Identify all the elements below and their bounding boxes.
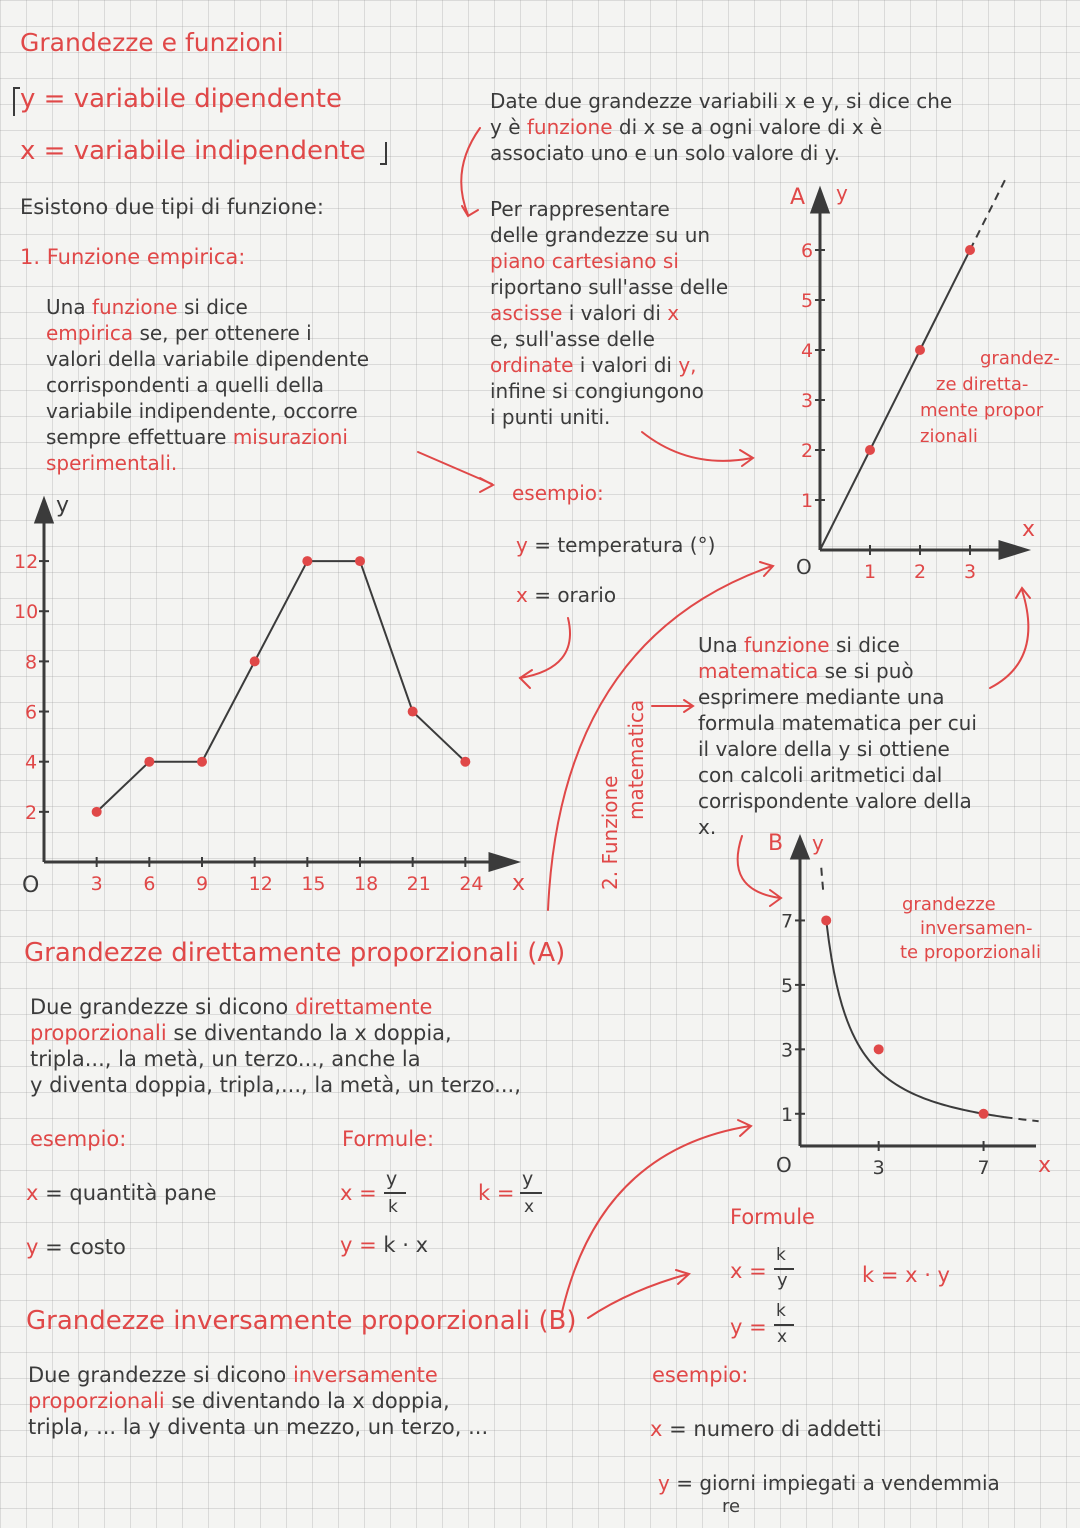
direct-fx-den: k <box>388 1197 398 1217</box>
cartesian-line-8: infine si congiungono <box>490 379 704 403</box>
graph-b-note-2: inversamen- <box>920 918 1033 939</box>
graph-a-x-tick-label: 3 <box>964 561 977 583</box>
inverse-example-y-var: y <box>658 1471 670 1495</box>
x-definition <box>20 138 366 164</box>
graph-a-series-line <box>820 250 970 550</box>
empirical-line-1 <box>46 294 248 320</box>
arrow-math-to-graph-a <box>990 590 1028 688</box>
arrowhead-def-to-cartesian <box>462 206 478 216</box>
empirical-data-point <box>460 757 470 767</box>
arrowhead-cartesian-to-graph-a <box>740 450 753 466</box>
example-empirical-x-rest: = orario <box>534 583 617 607</box>
cartesian-line-2: delle grandezze su un <box>490 223 711 247</box>
graph-b-y-tick-label: 3 <box>781 1039 794 1062</box>
empirical-data-point <box>250 656 260 666</box>
x-definition-text: = variabile indipendente <box>43 136 366 166</box>
empirical-data-point <box>144 757 154 767</box>
example-empirical-y-var: y <box>516 533 528 557</box>
math-line-3: esprimere mediante una <box>698 685 945 709</box>
empirical-x-arrowhead <box>490 854 516 870</box>
graph-b-data-point <box>821 915 831 925</box>
empirical-l1-c: si dice <box>183 295 248 319</box>
empirical-line-7: sperimentali. <box>46 451 178 475</box>
arrowhead-inverse-to-formulas <box>676 1270 689 1284</box>
empirical-l2-a: empirica <box>46 321 134 345</box>
empirical-x-tick-label: 21 <box>406 873 431 895</box>
cartesian-line-1: Per rappresentare <box>490 197 670 221</box>
inverse-heading: Grandezze inversamente proporzionali (B) <box>26 1306 577 1336</box>
empirical-line-4: corrispondenti a quelli della <box>46 373 325 397</box>
empirical-x-tick-label: 12 <box>248 873 273 895</box>
direct-heading: Grandezze direttamente proporzionali (A) <box>24 938 566 968</box>
math-line-6: con calcoli aritmetici dal <box>698 763 943 787</box>
empirical-y-axis-label: y <box>56 493 70 518</box>
direct-fx-bar <box>384 1192 406 1194</box>
graph-a-y-tick-label: 2 <box>801 440 814 462</box>
arrowhead-side-to-math <box>684 700 693 712</box>
inverse-example-x-rest: = numero di addetti <box>669 1417 882 1441</box>
inverse-fx-lhs: x = <box>730 1259 767 1283</box>
graph-a-note-2: ze diretta- <box>936 374 1029 395</box>
direct-example-y <box>26 1234 126 1260</box>
empirical-x-tick-label: 9 <box>196 873 209 895</box>
graph-a-y-tick-label: 1 <box>801 490 814 512</box>
graph-a-origin-label: O <box>796 555 812 579</box>
empirical-l6-a: sempre effettuare <box>46 425 227 449</box>
empirical-data-point <box>408 707 418 717</box>
example-empirical-x-var: x <box>516 583 528 607</box>
empirical-x-tick-label: 6 <box>143 873 156 895</box>
empirical-line-3: valori della variabile dipendente <box>46 347 370 371</box>
direct-formula-y <box>340 1232 428 1258</box>
inverse-fy-num: k <box>776 1301 786 1321</box>
empirical-y-tick-label: 10 <box>14 601 39 624</box>
direct-formula-k <box>478 1180 514 1206</box>
bracket-right <box>378 140 398 170</box>
empirical-l6-b: misurazioni <box>232 425 348 449</box>
function-def-l2-c: di x se a ogni valore di x è <box>618 115 883 139</box>
direct-fk-den: x <box>524 1197 535 1217</box>
graph-b-data-point <box>874 1044 884 1054</box>
inverse-fk-text: k = x · y <box>862 1263 950 1287</box>
math-l2-b: se si può <box>824 659 914 683</box>
graph-a-y-tick-label: 6 <box>801 240 814 262</box>
graph-a-data-point <box>915 345 925 355</box>
inverse-fx-den: y <box>777 1270 788 1291</box>
cartesian-line-3: piano cartesiano si <box>490 249 679 273</box>
direct-line-4: y diventa doppia, tripla,..., la metà, un terzo..., <box>30 1073 521 1097</box>
empirical-x-tick-label: 3 <box>90 873 103 895</box>
graph-b-x-axis-label: x <box>1038 1153 1052 1178</box>
graph-a-y-tick-label: 3 <box>801 390 814 412</box>
empirical-y-tick-label: 6 <box>25 701 38 724</box>
empirical-line-2 <box>46 320 312 346</box>
inverse-example-y <box>658 1470 1000 1496</box>
empirical-x-tick-label: 18 <box>354 873 379 895</box>
example-empirical-label: esempio: <box>512 481 604 505</box>
direct-line-1 <box>30 994 432 1020</box>
cartesian-line-7 <box>490 352 697 378</box>
empirical-y-tick-label: 2 <box>25 801 38 824</box>
graph-a-chart <box>780 180 1040 600</box>
inverse-l1-a: Due grandezze si dicono <box>28 1363 287 1387</box>
direct-fx-lhs: x = <box>340 1181 377 1205</box>
direct-example-x <box>26 1180 217 1206</box>
graph-b-origin-label: O <box>776 1153 792 1177</box>
direct-fk-bar <box>520 1192 542 1194</box>
graph-b-series-line <box>826 920 1004 1117</box>
direct-example-x-var: x <box>26 1181 39 1205</box>
inverse-fy-lhs: y = <box>730 1315 767 1339</box>
math-line-8: x. <box>698 815 717 839</box>
math-line-4: formula matematica per cui <box>698 711 977 735</box>
empirical-line-5: variabile indipendente, occorre <box>46 399 358 423</box>
example-empirical-y-rest: = temperatura (°) <box>534 533 716 557</box>
y-definition-text: = variabile dipendente <box>43 84 342 114</box>
function-def-line-1: Date due grandezze variabili x e y, si dice che <box>490 89 953 113</box>
graph-b-y-tick-label: 5 <box>781 974 794 997</box>
side-label-line-1: 2. Funzione <box>598 775 622 890</box>
graph-a-y-axis-label: y <box>836 181 848 205</box>
direct-line-2 <box>30 1020 452 1046</box>
graph-b-x-tick-label: 3 <box>872 1157 885 1179</box>
direct-fy-lhs: y = <box>340 1233 377 1257</box>
empirical-x-axis-label: x <box>512 871 526 896</box>
direct-fy-rhs: k · x <box>383 1233 429 1257</box>
graph-b-y-arrowhead <box>792 838 808 858</box>
arrow-inverse-to-graph-b <box>562 1126 750 1312</box>
arrowhead-inverse-to-graph-b <box>738 1120 751 1136</box>
function-def-l2-a: y è <box>490 115 521 139</box>
graph-b-data-point <box>979 1109 989 1119</box>
empirical-data-point <box>92 807 102 817</box>
empirical-chart <box>0 490 560 920</box>
inverse-formulas-label: Formule <box>730 1205 815 1229</box>
direct-example-label: esempio: <box>30 1127 127 1151</box>
math-l1-a: Una <box>698 633 738 657</box>
empirical-y-tick-label: 4 <box>25 751 38 774</box>
inverse-l1-b: inversamente <box>292 1363 438 1387</box>
types-intro: Esistono due tipi di funzione: <box>20 195 324 219</box>
empirical-heading: 1. Funzione empirica: <box>20 245 246 269</box>
direct-example-y-rest: = costo <box>45 1235 126 1259</box>
side-label-line-2: matematica <box>624 699 648 820</box>
empirical-data-point <box>355 556 365 566</box>
inverse-fy-den: x <box>777 1327 788 1347</box>
cartesian-l7-c: y, <box>678 353 697 377</box>
direct-formulas-label: Formule: <box>342 1127 435 1151</box>
function-def-l2-b: funzione <box>526 115 613 139</box>
graph-b-y-tick-label: 7 <box>781 910 794 933</box>
graph-b-chart <box>760 830 1050 1190</box>
direct-formula-x <box>340 1180 377 1206</box>
math-l1-b: funzione <box>743 633 830 657</box>
math-line-7: corrispondente valore della <box>698 789 972 813</box>
graph-a-x-arrowhead <box>1000 542 1026 558</box>
graph-b-note-3: te proporzionali <box>900 942 1042 963</box>
graph-a-note-3: mente propor <box>920 400 1044 421</box>
math-l2-a: matematica <box>698 659 819 683</box>
direct-l2-a: proporzionali <box>30 1021 167 1045</box>
graph-b-title: B <box>768 831 784 856</box>
inverse-line-1 <box>28 1362 438 1388</box>
arrow-def-to-cartesian <box>461 128 480 215</box>
math-line-5: il valore della y si ottiene <box>698 737 950 761</box>
graph-a-y-tick-label: 4 <box>801 340 814 362</box>
inverse-l2-a: proporzionali <box>28 1389 165 1413</box>
inverse-formula-k <box>862 1262 950 1288</box>
cartesian-l5-c: x <box>667 301 680 325</box>
page-title: Grandezze e funzioni <box>20 28 284 57</box>
empirical-y-tick-label: 12 <box>14 551 39 574</box>
inverse-formula-x <box>730 1258 767 1284</box>
inverse-example-label: esempio: <box>652 1363 749 1387</box>
graph-b-series-extension <box>1005 1117 1039 1121</box>
math-line-1 <box>698 632 900 658</box>
direct-example-x-rest: = quantità pane <box>45 1181 217 1205</box>
inverse-formula-y <box>730 1314 767 1340</box>
inverse-line-3: tripla, ... la y diventa un mezzo, un terzo, ... <box>28 1415 489 1439</box>
cartesian-line-4: riportano sull'asse delle <box>490 275 729 299</box>
direct-example-y-var: y <box>26 1235 39 1259</box>
graph-a-x-tick-label: 1 <box>864 561 877 583</box>
graph-a-series-extension <box>970 175 1008 250</box>
math-line-2 <box>698 658 914 684</box>
empirical-series-line <box>97 561 466 812</box>
inverse-l2-b: se diventando la x doppia, <box>171 1389 450 1413</box>
arrow-cartesian-to-graph-a <box>642 432 752 461</box>
direct-fk-num: y <box>522 1168 534 1190</box>
direct-l1-b: direttamente <box>294 995 433 1019</box>
empirical-x-tick-label: 15 <box>301 873 326 895</box>
cartesian-l5-a: ascisse <box>490 301 563 325</box>
direct-fx-num: y <box>386 1168 398 1190</box>
graph-a-x-axis-label: x <box>1022 517 1036 542</box>
empirical-origin-label: O <box>22 873 40 898</box>
arrow-empirical-to-example <box>418 452 492 484</box>
direct-l2-b: se diventando la x doppia, <box>173 1021 452 1045</box>
function-def-line-2 <box>490 114 882 140</box>
empirical-data-point <box>302 556 312 566</box>
function-def-line-3: associato uno e un solo valore di y. <box>490 141 840 165</box>
x-definition-var: x <box>20 136 36 166</box>
empirical-y-tick-label: 8 <box>25 651 38 674</box>
cartesian-l5-b: i valori di <box>568 301 661 325</box>
graph-a-y-tick-label: 5 <box>801 290 814 312</box>
empirical-data-point <box>197 757 207 767</box>
cartesian-line-6: e, sull'asse delle <box>490 327 655 351</box>
empirical-y-arrowhead <box>36 500 52 522</box>
math-l1-c: si dice <box>835 633 900 657</box>
inverse-example-x-var: x <box>650 1417 663 1441</box>
cartesian-line-9: i punti uniti. <box>490 405 611 429</box>
graph-b-y-tick-label: 1 <box>781 1103 794 1126</box>
graph-a-data-point <box>865 445 875 455</box>
direct-fk-lhs: k = <box>478 1181 515 1205</box>
graph-b-series-extension-top <box>821 864 823 890</box>
graph-a-y-arrowhead <box>812 190 828 212</box>
cartesian-l7-b: i valori di <box>579 353 672 377</box>
graph-b-y-axis-label: y <box>812 831 824 855</box>
direct-line-3: tripla..., la metà, un terzo..., anche la <box>30 1047 421 1071</box>
graph-a-note-1: grandez- <box>980 348 1060 369</box>
direct-l1-a: Due grandezze si dicono <box>30 995 289 1019</box>
graph-a-data-point <box>965 245 975 255</box>
inverse-line-2 <box>28 1388 450 1414</box>
inverse-fx-num: k <box>776 1245 786 1265</box>
cartesian-line-5 <box>490 300 679 326</box>
graph-a-note-4: zionali <box>920 426 978 447</box>
arrowhead-side-to-graph-a <box>760 562 773 576</box>
empirical-l2-b: se, per ottenere i <box>139 321 312 345</box>
inverse-example-x <box>650 1416 882 1442</box>
graph-b-x-tick-label: 7 <box>977 1157 990 1179</box>
empirical-line-6 <box>46 424 348 450</box>
arrow-inverse-to-formulas <box>588 1274 688 1318</box>
empirical-x-tick-label: 24 <box>459 873 484 895</box>
empirical-l1-a: Una <box>46 295 86 319</box>
y-definition <box>20 86 342 112</box>
inverse-example-y-cont: re <box>722 1496 741 1517</box>
empirical-l1-b: funzione <box>91 295 178 319</box>
inverse-example-y-rest: = giorni impiegati a vendemmia <box>676 1471 1000 1495</box>
graph-b-note-1: grandezze <box>902 894 996 915</box>
cartesian-l7-a: ordinate <box>490 353 574 377</box>
graph-a-x-tick-label: 2 <box>914 561 927 583</box>
graph-a-title: A <box>790 185 806 210</box>
y-definition-var: y <box>20 84 36 114</box>
